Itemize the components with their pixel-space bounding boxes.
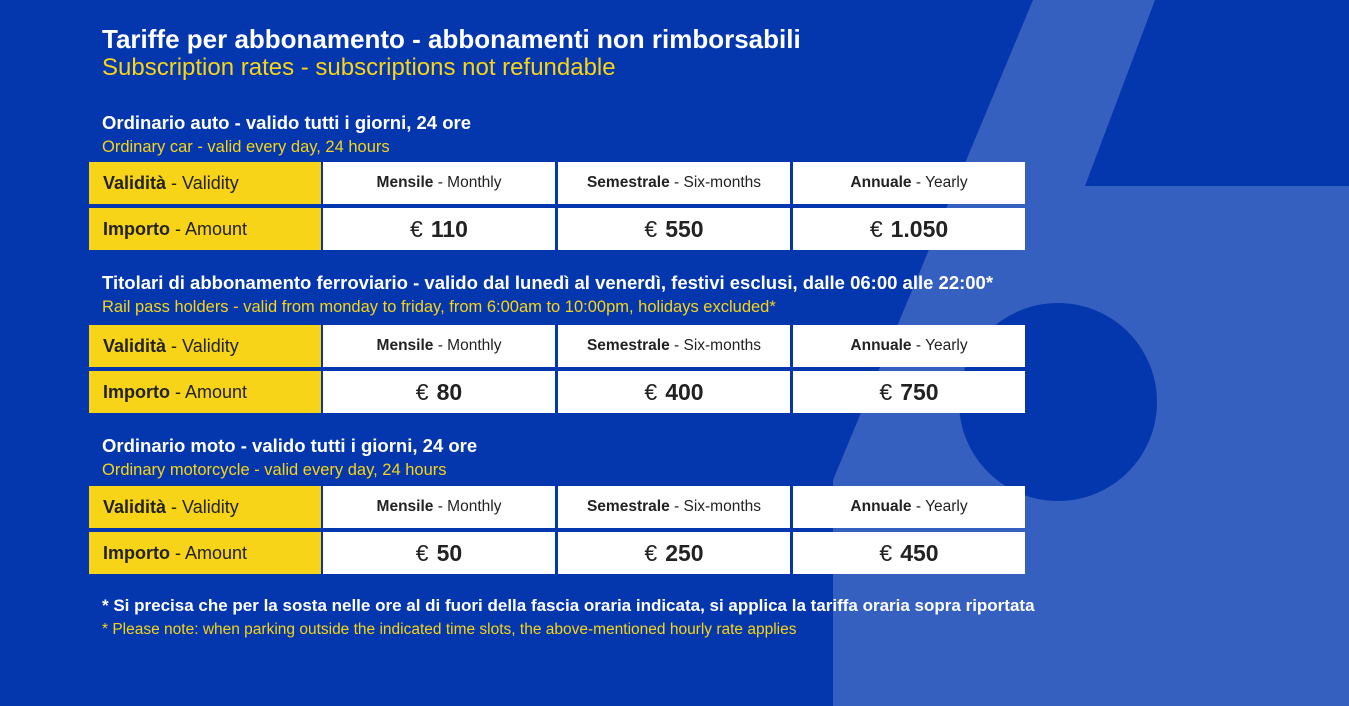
period-yearly-en: - Yearly bbox=[915, 498, 968, 515]
validity-label-cell bbox=[89, 162, 321, 204]
period-monthly-it: Mensile bbox=[376, 174, 434, 191]
section-moto-title: Ordinario moto - valido tutti i giorni, 24 ore bbox=[102, 435, 478, 456]
price-yearly bbox=[793, 208, 1025, 250]
price-monthly bbox=[323, 208, 555, 250]
period-six-months-it: Semestrale bbox=[586, 337, 670, 354]
currency-symbol: € bbox=[415, 539, 429, 566]
validity-label-cell bbox=[89, 486, 321, 528]
amount-label-it: Importo bbox=[103, 542, 170, 563]
period-yearly-cell bbox=[793, 162, 1025, 204]
amount-label-en: - Amount bbox=[175, 218, 248, 239]
amount-label-cell bbox=[89, 371, 321, 413]
price-amount: 450 bbox=[900, 539, 939, 566]
period-monthly-en: - Monthly bbox=[437, 174, 502, 191]
price-yearly bbox=[793, 371, 1025, 413]
period-monthly-it: Mensile bbox=[376, 498, 434, 515]
price-amount: 550 bbox=[665, 215, 704, 242]
amount-label-it: Importo bbox=[103, 218, 170, 239]
price-amount: 1.050 bbox=[890, 215, 949, 242]
price-amount: 110 bbox=[430, 215, 468, 242]
period-yearly-it: Annuale bbox=[850, 337, 912, 354]
price-monthly bbox=[323, 371, 555, 413]
currency-symbol: € bbox=[644, 215, 658, 242]
section-car-subtitle: Ordinary car - valid every day, 24 hours bbox=[102, 138, 390, 156]
amount-label-cell bbox=[89, 532, 321, 574]
period-six-months-it: Semestrale bbox=[586, 498, 670, 515]
period-six-months-cell bbox=[558, 486, 790, 528]
price-amount: 50 bbox=[436, 539, 463, 566]
page-subtitle: Subscription rates - subscriptions not refundable bbox=[102, 54, 616, 81]
section-rail-title: Titolari di abbonamento ferroviario - valido dal lunedì al venerdì, festivi esclusi, dalle 06:00 alle 22:00* bbox=[102, 272, 994, 293]
moto-rates-table bbox=[89, 486, 1025, 574]
currency-symbol: € bbox=[879, 539, 893, 566]
currency-symbol: € bbox=[644, 539, 658, 566]
period-yearly-it: Annuale bbox=[850, 174, 912, 191]
amount-label-cell bbox=[89, 208, 321, 250]
validity-label-it: Validità bbox=[103, 172, 167, 193]
currency-symbol: € bbox=[415, 378, 429, 405]
validity-label-en: - Validity bbox=[171, 172, 239, 193]
price-six-months bbox=[558, 208, 790, 250]
price-amount: 400 bbox=[665, 378, 704, 405]
car-rates-table bbox=[89, 162, 1025, 250]
price-six-months bbox=[558, 532, 790, 574]
footnote-italian: * Si precisa che per la sosta nelle ore al di fuori della fascia oraria indicata, si applica la tariffa oraria sopra riportata bbox=[102, 596, 1035, 615]
period-six-months-en: - Six-months bbox=[674, 337, 762, 354]
period-yearly-en: - Yearly bbox=[915, 174, 968, 191]
price-monthly bbox=[323, 532, 555, 574]
currency-symbol: € bbox=[644, 378, 658, 405]
validity-label-it: Validità bbox=[103, 496, 167, 517]
period-yearly-cell bbox=[793, 486, 1025, 528]
rail-rates-table bbox=[89, 325, 1025, 413]
period-monthly-cell bbox=[323, 486, 555, 528]
amount-label-en: - Amount bbox=[175, 542, 248, 563]
period-yearly-cell bbox=[793, 325, 1025, 367]
amount-label-en: - Amount bbox=[175, 381, 248, 402]
price-amount: 80 bbox=[436, 378, 463, 405]
validity-label-cell bbox=[89, 325, 321, 367]
period-monthly-en: - Monthly bbox=[437, 498, 502, 515]
price-yearly bbox=[793, 532, 1025, 574]
period-six-months-it: Semestrale bbox=[586, 174, 670, 191]
validity-label-it: Validità bbox=[103, 335, 167, 356]
price-amount: 750 bbox=[900, 378, 939, 405]
section-car-title: Ordinario auto - valido tutti i giorni, 24 ore bbox=[102, 112, 471, 133]
footnote-english: * Please note: when parking outside the indicated time slots, the above-mentioned hourly rate applies bbox=[102, 621, 797, 638]
page-title: Tariffe per abbonamento - abbonamenti non rimborsabili bbox=[102, 24, 801, 54]
section-rail-subtitle: Rail pass holders - valid from monday to friday, from 6:00am to 10:00pm, holidays excluded* bbox=[102, 298, 776, 316]
price-amount: 250 bbox=[665, 539, 704, 566]
section-moto-subtitle: Ordinary motorcycle - valid every day, 24 hours bbox=[102, 461, 447, 479]
period-monthly-cell bbox=[323, 325, 555, 367]
period-six-months-en: - Six-months bbox=[674, 498, 762, 515]
period-six-months-cell bbox=[558, 162, 790, 204]
currency-symbol: € bbox=[879, 378, 893, 405]
validity-label-en: - Validity bbox=[171, 335, 239, 356]
period-monthly-cell bbox=[323, 162, 555, 204]
period-yearly-it: Annuale bbox=[850, 498, 912, 515]
period-monthly-it: Mensile bbox=[376, 337, 434, 354]
period-yearly-en: - Yearly bbox=[915, 337, 968, 354]
period-monthly-en: - Monthly bbox=[437, 337, 502, 354]
currency-symbol: € bbox=[869, 215, 883, 242]
validity-label-en: - Validity bbox=[171, 496, 239, 517]
amount-label-it: Importo bbox=[103, 381, 170, 402]
period-six-months-cell bbox=[558, 325, 790, 367]
price-six-months bbox=[558, 371, 790, 413]
period-six-months-en: - Six-months bbox=[674, 174, 762, 191]
currency-symbol: € bbox=[410, 215, 423, 242]
